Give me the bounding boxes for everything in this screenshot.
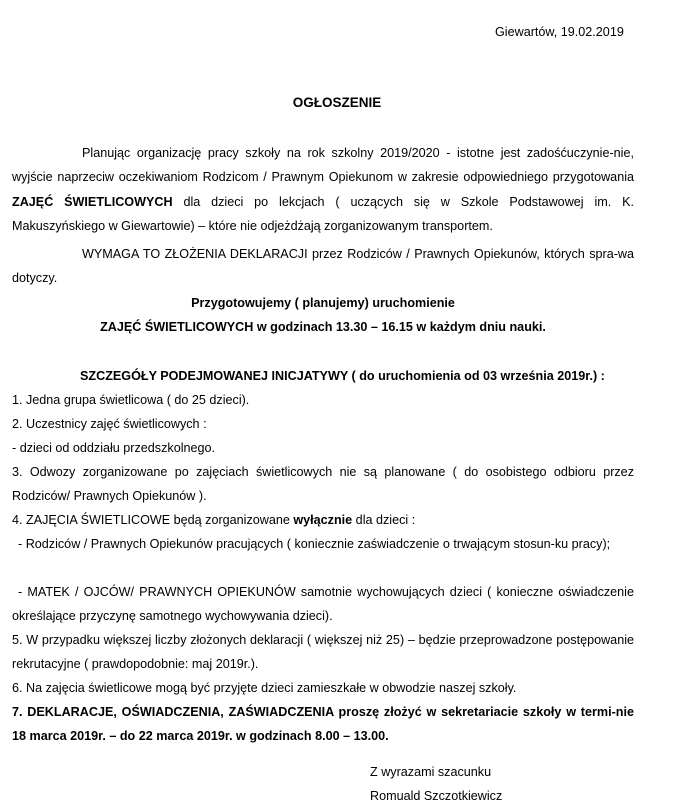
details-item-5: 5. W przypadku większej liczby złożonych deklaracji ( większej niż 25) – będzie przeprowadzone postępowanie rekrutacyjne ( prawdopodobnie: maj 2019r.). <box>12 633 634 672</box>
details-item-7: 7. DEKLARACJE, OŚWIADCZENIA, ZAŚWIADCZENIA proszę złożyć w sekretariacie szkoły w termi-nie 18 marca 2019r. – do 22 marca 2019r. w godzinach 8.00 – 13.00. <box>12 705 634 744</box>
details-heading: SZCZEGÓŁY PODEJMOWANEJ INICJATYWY ( do uruchomienia od 03 września 2019r.) : <box>80 369 605 383</box>
announce-line-1: Przygotowujemy ( planujemy) uruchomienie <box>191 296 455 310</box>
document-title: OGŁOSZENIE <box>292 95 382 110</box>
details-item-1: 1. Jedna grupa świetlicowa ( do 25 dzieci). <box>12 393 250 407</box>
details-item-4-sub-2: - MATEK / OJCÓW/ PRAWNYCH OPIEKUNÓW samotnie wychowujących dzieci ( konieczne oświadczenie określające przyczynę samotnego wychowywania dzieci). <box>12 585 634 624</box>
details-item-4-sub-1: - Rodziców / Prawnych Opiekunów pracujących ( koniecznie zaświadczenie o trwającym stosun-ku pracy); <box>18 537 611 551</box>
signature-name: Romuald Szczotkiewicz <box>370 789 503 803</box>
item-4-text-start: 4. ZAJĘCIA ŚWIETLICOWE będą zorganizowane <box>12 513 294 527</box>
document-date: Giewartów, 19.02.2019 <box>495 25 624 39</box>
details-item-6: 6. Na zajęcia świetlicowe mogą być przyjęte dzieci zamieszkałe w obwodzie naszej szkoły. <box>12 681 517 695</box>
item-4-bold-text: wyłącznie <box>293 513 353 527</box>
intro-bold-text: ZAJĘĆ ŚWIETLICOWYCH <box>12 194 173 209</box>
requirement-paragraph: WYMAGA TO ZŁOŻENIA DEKLARACJI przez Rodziców / Prawnych Opiekunów, których spra-wa dotyczy. <box>12 247 634 286</box>
details-item-2-sub: - dzieci od oddziału przedszkolnego. <box>12 441 216 455</box>
signature-closing: Z wyrazami szacunku <box>370 765 492 779</box>
intro-text-start: Planując organizację pracy szkoły na rok szkolny 2019/2020 - istotne jest zadośćuczynie-nie, wyjście naprzeciw oczekiwaniom Rodzicom / Prawnym Opiekunom w zakresie odpowiedniego przygotowania <box>12 146 634 185</box>
details-item-2: 2. Uczestnicy zajęć świetlicowych : <box>12 417 207 431</box>
details-item-3: 3. Odwozy zorganizowane po zajęciach świetlicowych nie są planowane ( do osobistego odbioru przez Rodziców/ Prawnych Opiekunów ). <box>12 465 634 504</box>
intro-text-end: dla dzieci po lekcjach ( uczących się w Szkole Podstawowej im. K. Makuszyńskiego w Giewartowie) – które nie odjeżdżają zorganizowanym transportem. <box>12 194 634 234</box>
announce-line-2: ZAJĘĆ ŚWIETLICOWYCH w godzinach 13.30 – 16.15 w każdym dniu nauki. <box>100 320 546 334</box>
intro-paragraph <box>12 141 634 239</box>
details-item-4 <box>12 508 415 532</box>
item-4-text-end: dla dzieci : <box>352 513 416 527</box>
